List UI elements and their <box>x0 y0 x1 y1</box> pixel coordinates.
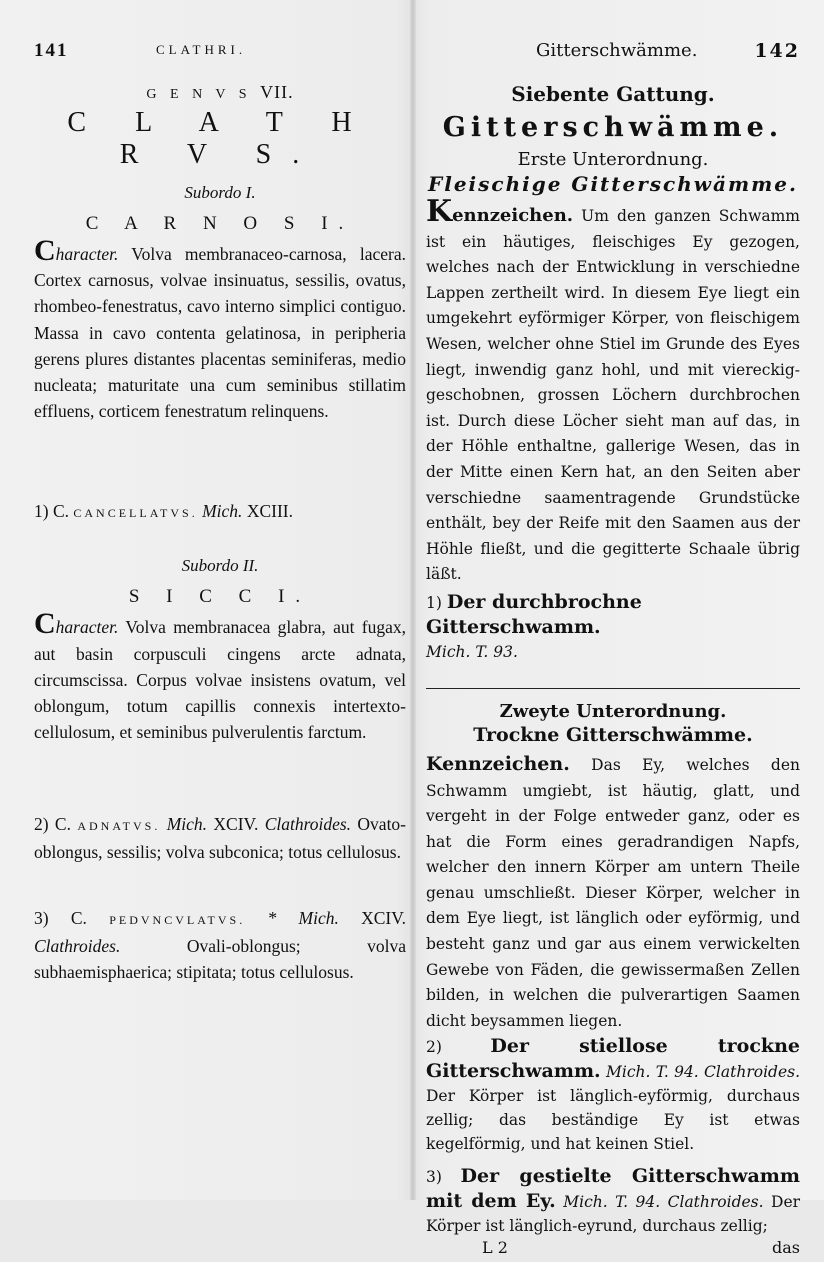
kennzeichen2-paragraph <box>426 752 800 1035</box>
species2-plate: XCIV. <box>213 814 259 835</box>
genus-heading <box>34 82 406 103</box>
species2-de-entry <box>426 1034 800 1156</box>
signature-mark: L 2 <box>482 1238 508 1258</box>
species1-entry <box>34 498 406 526</box>
character1-dropcap: C <box>34 234 56 267</box>
kennzeichen1-dropcap: K <box>426 194 453 229</box>
species3-de-text: Der Körper ist länglich-eyrund, durchaus zellig; <box>426 1193 801 1236</box>
species3-synonym: Clathroides. <box>34 936 121 957</box>
species3-num: 3) C. <box>34 908 87 929</box>
kennzeichen1-label: ennzeichen. <box>452 205 574 226</box>
character2-dropcap: C <box>34 607 56 641</box>
species3-de-ref: Mich. T. 94. Clathroides. <box>563 1193 764 1212</box>
species2-name: ADNATVS. <box>77 819 161 834</box>
species2-de-name: Der stiellose trockne Gitterschwamm. <box>426 1035 800 1083</box>
species1-name: CANCELLATVS. <box>73 506 198 521</box>
genus-name: C L A T H R V S. <box>67 107 373 170</box>
subordo2-label-de: Zweyte Unterordnung. <box>499 700 727 722</box>
kennzeichen2-label: Kennzeichen. <box>426 752 570 775</box>
right-page-number: 142 <box>754 40 800 62</box>
character1-paragraph <box>34 234 406 424</box>
character2-text: Volva membranacea glabra, aut fugax, aut basin corpusculi cingens arcte adnata, circumscissa. Corpus volvae insistens ovatum, vel oblongum, totum capillis connexis intertexto-cellulosum, et seminibus pulverulentis farctum. <box>34 617 406 743</box>
subordo1-label: Subordo I. <box>184 183 256 202</box>
right-page <box>426 40 800 1262</box>
right-running-head <box>426 40 800 70</box>
species1-num: 1) C. <box>34 501 69 522</box>
kennzeichen2-text: Das Ey, welches den Schwamm umgiebt, ist häutig, glatt, und vergeht in der Folge entweder ganz, oder es hat die Form eines geradrandigen Napfs, welcher den innern Körper am untern Theile genau umschließt. Dieser Körper, welcher in dem Eye liegt, ist länglich oder eyförmig, und besteht ganz und gar aus einem verwickelten Gewebe von Fäden, die gewissermaßen Zellen bilden, in welchen die pulverartigen Saamen dicht beysammen liegen. <box>426 755 800 1030</box>
species3-text: Ovali-oblongus; volva subhaemisphaerica; stipitata; totus cellulosus. <box>34 936 406 983</box>
species1-ref: Mich. <box>202 501 243 522</box>
right-footline <box>426 1238 800 1262</box>
kennzeichen1-paragraph <box>426 194 800 588</box>
character2-label: haracter. <box>55 617 119 638</box>
left-running-title: CLATHRI. <box>156 42 247 57</box>
genus-heading-de: Siebente Gattung. <box>511 82 715 106</box>
species3-entry <box>34 905 406 985</box>
species3-de-entry <box>426 1164 800 1238</box>
species3-name: PEDVNCVLATVS. <box>109 913 246 928</box>
genus-label: G E N V S <box>146 87 252 102</box>
genus-numeral: VII. <box>260 82 294 102</box>
species2-num: 2) C. <box>34 814 71 835</box>
subordo1-name-de: Fleischige Gitterschwämme. <box>428 172 798 196</box>
species1-de-ref: Mich. T. 93. <box>426 642 518 661</box>
species2-entry <box>34 811 406 865</box>
species1-de-entry <box>426 590 800 664</box>
subordo2-label: Subordo II. <box>181 556 259 576</box>
genus-name-de: Gitterschwämme. <box>442 112 784 143</box>
gutter-fold <box>410 0 416 1200</box>
species2-de-ref: Mich. T. 94. Clathroides. <box>606 1063 801 1082</box>
species3-plate: XCIV. <box>361 908 407 929</box>
left-running-head <box>34 40 406 70</box>
subordo2-name-de: Trockne Gitterschwämme. <box>473 723 753 746</box>
subordo2-name: S I C C I. <box>128 586 312 608</box>
subordo1-label-de: Erste Unterordnung. <box>517 149 709 170</box>
right-running-title: Gitterschwämme. <box>536 40 698 61</box>
subordo1-name: C A R N O S I. <box>85 213 355 234</box>
left-page <box>34 40 406 985</box>
species2-text: Ovato-oblongus, sessilis; volva subconica; totus cellulosus. <box>34 814 407 863</box>
species3-de-num: 3) <box>426 1168 442 1187</box>
species3-de-name: Der gestielte Gitterschwamm mit dem Ey. <box>426 1165 800 1213</box>
character2-paragraph <box>34 607 406 745</box>
species3-ref: * Mich. <box>267 908 339 929</box>
section-divider <box>426 688 800 689</box>
species2-de-num: 2) <box>426 1038 442 1057</box>
left-page-number: 141 <box>34 40 69 61</box>
kennzeichen1-text: Um den ganzen Schwamm ist ein häutiges, fleischiges Ey gezogen, welches nach der Entwicklung in verschiedne Lappen zertheilt wird. In diesem Eye liegt ein umgekehrt eyförmiger Körper, von fleischigem Wesen, welcher ohne Stiel im Grunde des Eyes liegt, inwendig ganz hohl, und mit viereckig-geschobnen, grossen Löchern durchbrochen ist. Durch diese Löcher sieht man auf das, in der Höhle enthaltne, gallerige Wesen, das in der Mitte einen Kern hat, an den Seiten aber verschiedne saamentragende Grundstücke enthält, bey der Reife mit den Saamen aus der Höhle fließt, und die gegitterte Schaale übrig läßt. <box>426 207 800 584</box>
species2-synonym: Clathroides. <box>264 814 352 835</box>
species2-de-text: Der Körper ist länglich-eyförmig, durchaus zellig; das beständige Ey ist etwas kegelförmig, und hat keinen Stiel. <box>426 1087 800 1154</box>
character1-label: haracter. <box>55 244 119 264</box>
species1-plate: XCIII. <box>246 501 293 522</box>
character1-text: Volva membranaceo-carnosa, lacera. Cortex carnosus, volvae insinuatus, sessilis, ovatus, rhombeo-fenestratus, cavo interno simplici contiguo. Massa in cavo contenta gelatinosa, in peripheria gerens plures distantes placentas seminiferas, medio nucleata; maturitate una cum seminibus stillatim effluens, corticem fenestratum relinquens. <box>34 244 406 422</box>
species2-ref: Mich. <box>166 814 208 835</box>
catchword: das <box>772 1238 800 1258</box>
species1-de-name: Der durchbrochne Gitterschwamm. <box>426 590 642 638</box>
species1-de-num: 1) <box>426 593 442 612</box>
